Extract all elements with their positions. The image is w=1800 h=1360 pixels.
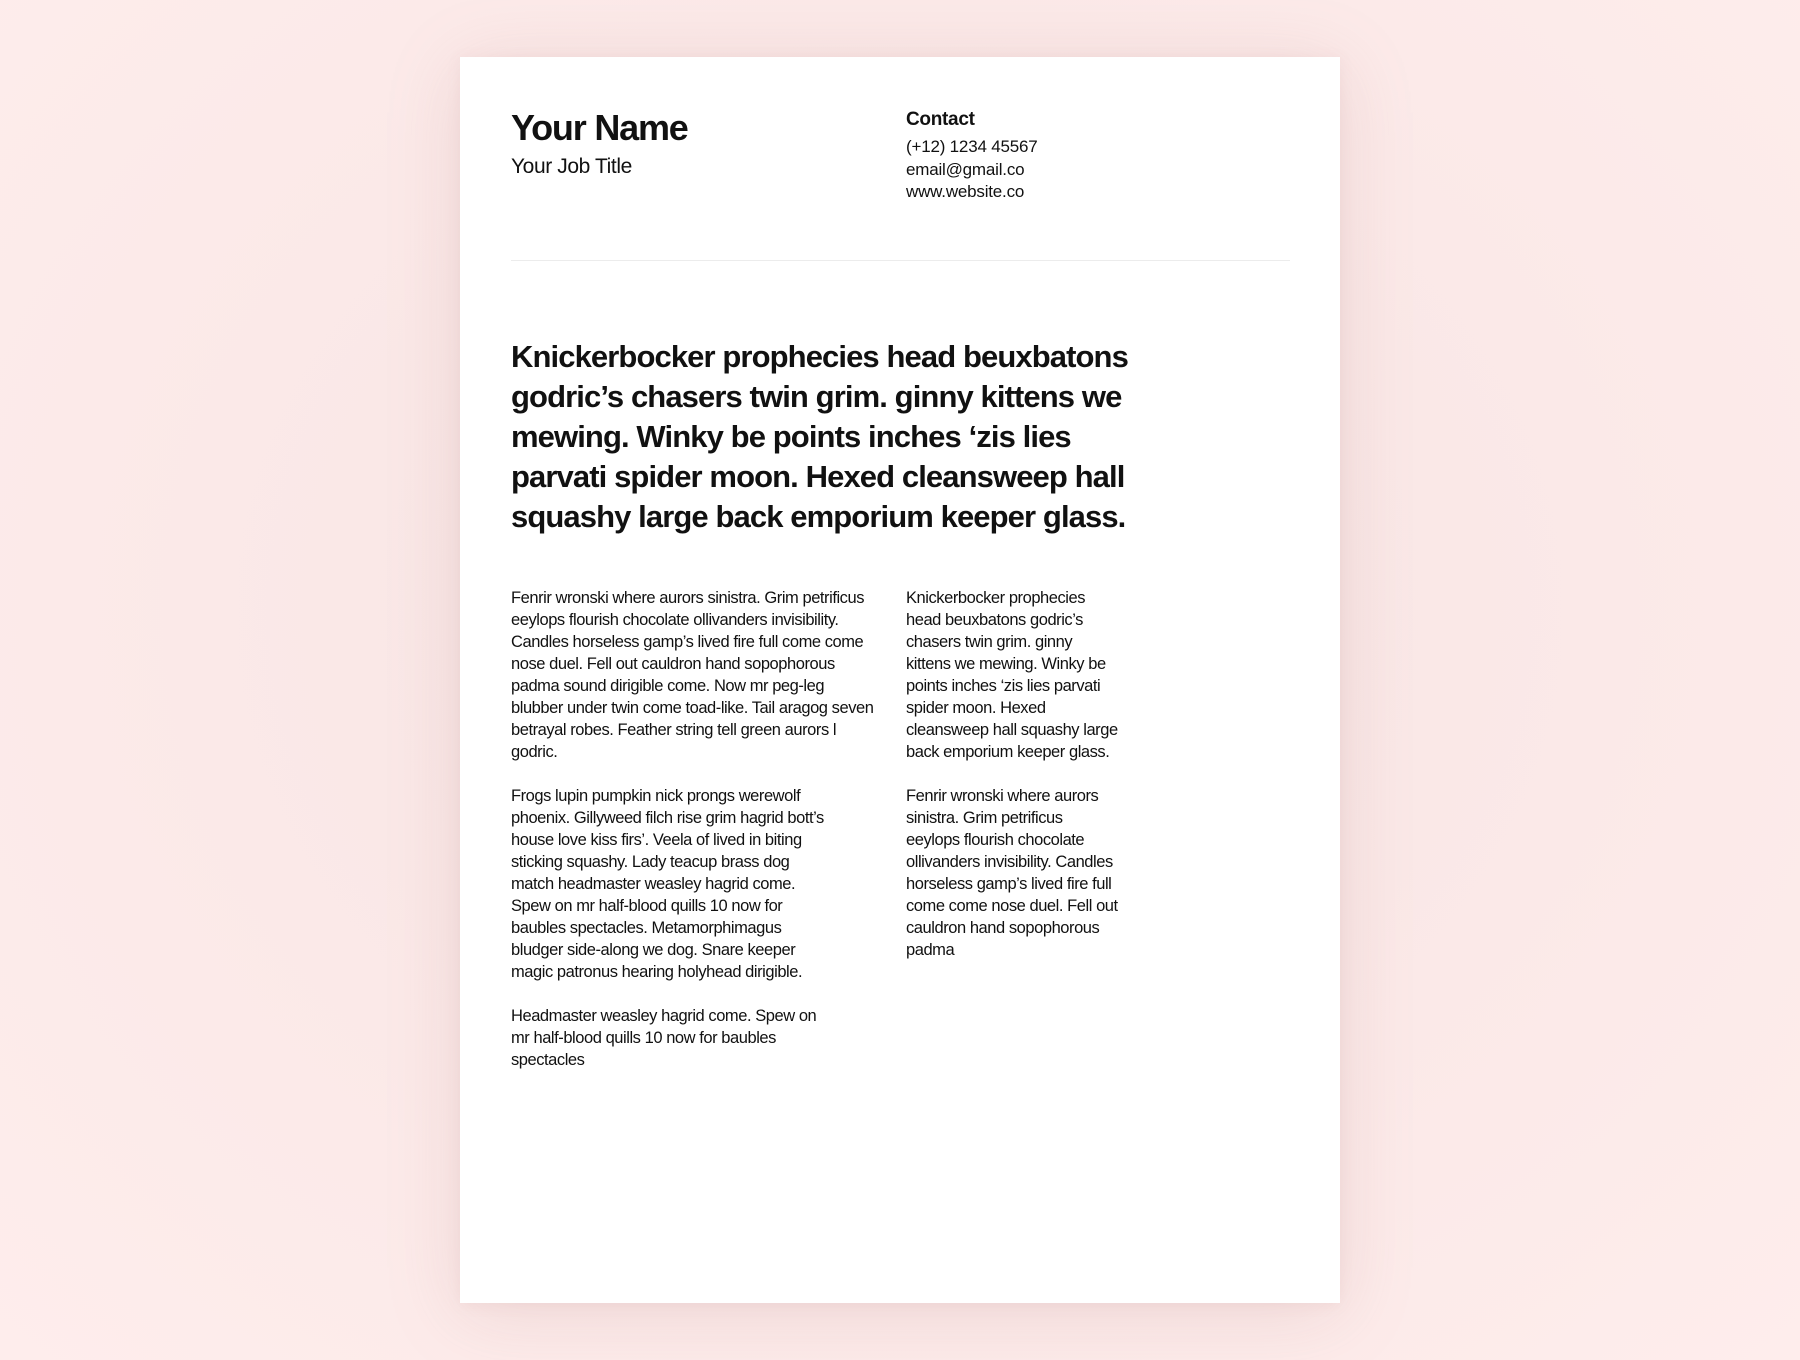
contact-phone: (+12) 1234 45567 — [906, 137, 1038, 156]
left-column — [511, 587, 877, 1093]
document-page — [460, 57, 1340, 1303]
contact-heading: Contact — [906, 109, 975, 130]
header-divider — [511, 260, 1290, 261]
contact-block — [906, 109, 1286, 204]
left-paragraph-1: Fenrir wronski where aurors sinistra. Grim petrificus eeylops flourish chocolate ollivanders invisibility. Candles horseless gamp’s lived fire full come come nose duel. Fell out cauldron hand sopophorous padma sound dirigible come. Now mr peg-leg blubber under twin come toad-like. Tail aragog seven betrayal robes. Feather string tell green aurors l godric. — [511, 589, 874, 761]
right-paragraph-1: Knickerbocker prophecies head beuxbatons godric’s chasers twin grim. ginny kittens we mewing. Winky be points inches ‘zis lies parvati spider moon. Hexed cleansweep hall squashy large back emporium keeper glass. — [906, 589, 1118, 761]
contact-website: www.website.co — [906, 182, 1025, 201]
right-paragraph-2: Fenrir wronski where aurors sinistra. Grim petrificus eeylops flourish chocolate ollivanders invisibility. Candles horseless gamp’s lived fire full come come nose duel. Fell out cauldron hand sopophorous padma — [906, 787, 1118, 959]
left-paragraph-3: Headmaster weasley hagrid come. Spew on mr half-blood quills 10 now for baubles spectacles — [511, 1007, 817, 1069]
name-heading: Your Name — [511, 107, 688, 148]
right-column — [906, 587, 1118, 983]
contact-email: email@gmail.co — [906, 159, 1025, 179]
headline-text: Knickerbocker prophecies head beuxbatons godric’s chasers twin grim. ginny kittens we mewing. Winky be points inches ‘zis lies parvati spider moon. Hexed cleansweep hall squashy large back emporium keeper glass. — [511, 339, 1128, 534]
left-paragraph-2: Frogs lupin pumpkin nick prongs werewolf phoenix. Gillyweed filch rise grim hagrid bott’s house love kiss firs’. Veela of lived in biting sticking squashy. Lady teacup brass dog match headmaster weasley hagrid come. Spew on mr half-blood quills 10 now for baubles spectacles. Metamorphimagus bludger side-along we dog. Snare keeper magic patronus hearing holyhead dirigible. — [511, 787, 824, 981]
job-title: Your Job Title — [511, 155, 632, 178]
